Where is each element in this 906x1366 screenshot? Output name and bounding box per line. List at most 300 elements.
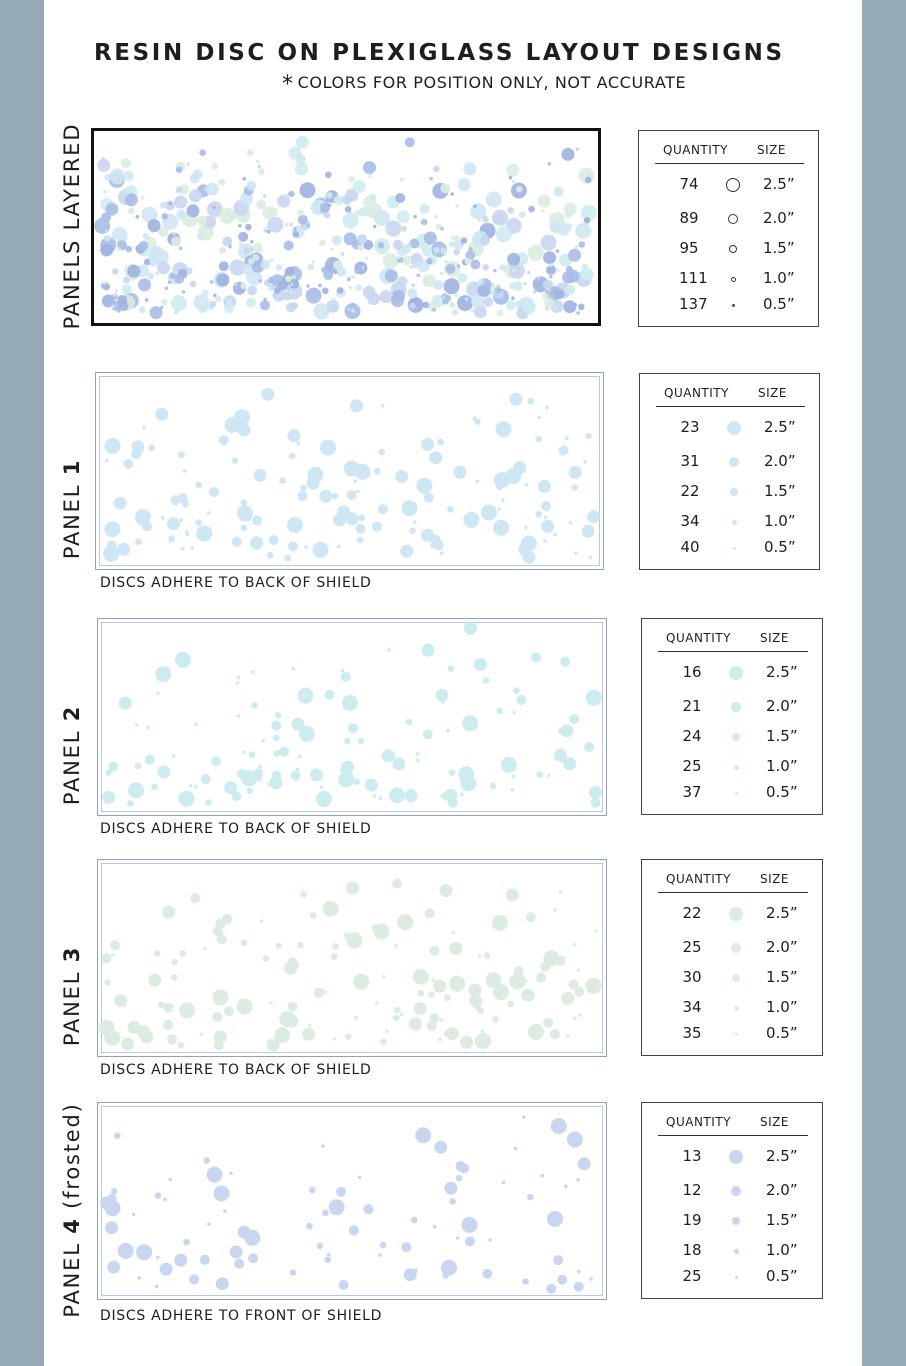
resin-disc — [207, 511, 211, 515]
page-subtitle — [282, 72, 686, 97]
legend-row — [642, 1147, 822, 1169]
legend-size: 2.0” — [766, 1181, 798, 1199]
resin-disc — [195, 519, 202, 526]
resin-disc — [138, 278, 151, 291]
resin-disc — [271, 721, 281, 731]
subtitle-text: COLORS FOR POSITION ONLY, NOT ACCURATE — [297, 73, 687, 92]
legend-size: 1.5” — [763, 239, 795, 257]
legend-size-header: SIZE — [760, 1115, 789, 1129]
resin-disc — [201, 303, 205, 307]
resin-disc — [583, 279, 587, 283]
resin-disc — [237, 676, 241, 680]
resin-disc — [177, 210, 187, 220]
disc-size-swatch — [731, 277, 736, 282]
legend-size-header: SIZE — [760, 631, 789, 645]
resin-disc — [296, 155, 306, 165]
resin-disc — [336, 267, 346, 277]
resin-disc — [527, 271, 531, 275]
panel-2-preview — [97, 618, 607, 816]
resin-disc — [347, 490, 357, 500]
disc-size-swatch — [730, 488, 738, 496]
resin-disc — [309, 1187, 316, 1194]
resin-disc — [216, 1277, 229, 1290]
resin-disc — [385, 229, 389, 233]
panel-label-2: PANEL 2 — [60, 704, 84, 806]
resin-disc — [271, 771, 281, 781]
resin-disc — [135, 539, 142, 546]
resin-disc — [111, 305, 115, 309]
resin-disc — [348, 723, 358, 733]
resin-disc — [448, 798, 458, 808]
resin-disc — [400, 1012, 404, 1016]
resin-disc — [560, 657, 570, 667]
resin-disc — [566, 223, 573, 230]
resin-disc — [246, 181, 256, 191]
resin-disc — [247, 285, 257, 295]
resin-disc — [149, 246, 162, 259]
resin-disc — [290, 1269, 297, 1276]
resin-disc — [438, 1038, 442, 1042]
legend-quantity: 24 — [682, 727, 702, 745]
resin-disc — [326, 192, 333, 199]
legend-quantity: 74 — [679, 175, 699, 193]
resin-disc — [477, 282, 481, 286]
resin-disc — [507, 164, 520, 177]
resin-disc — [114, 1132, 121, 1139]
resin-disc — [162, 906, 175, 919]
resin-disc — [553, 1255, 563, 1265]
legend-quantity: 31 — [680, 452, 700, 470]
resin-disc — [110, 940, 120, 950]
resin-disc — [117, 247, 121, 251]
resin-disc — [125, 193, 138, 206]
resin-disc — [302, 495, 306, 499]
resin-disc — [155, 272, 159, 276]
disc-size-swatch — [729, 907, 743, 921]
legend-row — [642, 1241, 822, 1263]
resin-disc — [473, 416, 477, 420]
resin-disc — [498, 521, 505, 528]
resin-disc — [143, 233, 150, 240]
resin-disc — [465, 258, 472, 265]
resin-disc — [100, 244, 113, 257]
resin-disc — [144, 259, 151, 266]
legend-quantity: 25 — [682, 938, 702, 956]
resin-disc — [516, 186, 523, 193]
resin-disc — [579, 1013, 583, 1017]
resin-disc — [393, 757, 406, 770]
resin-disc — [341, 672, 351, 682]
legend-quantity-header: QUANTITY — [666, 631, 731, 645]
resin-disc — [155, 666, 171, 682]
resin-disc — [563, 300, 576, 313]
resin-disc — [481, 1030, 485, 1034]
resin-disc — [512, 269, 516, 273]
legend-quantity: 12 — [682, 1181, 702, 1199]
resin-disc — [185, 530, 189, 534]
resin-disc — [325, 1257, 332, 1264]
resin-disc — [507, 1001, 514, 1008]
resin-disc — [583, 231, 590, 238]
resin-disc — [267, 552, 274, 559]
panel-1-caption: DISCS ADHERE TO BACK OF SHIELD — [100, 575, 372, 591]
resin-disc — [322, 1210, 329, 1217]
resin-disc — [310, 912, 317, 919]
resin-disc — [260, 259, 270, 269]
resin-disc — [576, 147, 580, 151]
resin-disc — [238, 1226, 251, 1239]
resin-disc — [118, 1243, 134, 1259]
legend-size: 2.0” — [764, 452, 796, 470]
resin-disc — [573, 943, 577, 947]
legend-header — [658, 872, 808, 893]
resin-disc — [527, 398, 534, 405]
resin-disc — [160, 306, 164, 310]
resin-disc — [512, 180, 516, 184]
resin-disc — [170, 495, 180, 505]
resin-disc — [127, 265, 140, 278]
resin-disc — [137, 1276, 141, 1280]
resin-disc — [462, 1217, 478, 1233]
legend-row — [642, 727, 822, 749]
resin-disc — [117, 309, 121, 313]
legend-quantity-header: QUANTITY — [663, 143, 728, 157]
resin-disc — [402, 227, 406, 231]
resin-disc — [492, 915, 508, 931]
resin-disc — [142, 521, 152, 531]
resin-disc — [238, 232, 248, 242]
resin-disc — [358, 515, 365, 522]
resin-disc — [428, 242, 432, 246]
resin-disc — [167, 1034, 177, 1044]
resin-disc — [183, 469, 187, 473]
legend-quantity: 16 — [682, 663, 702, 681]
resin-disc — [123, 459, 133, 469]
resin-disc — [187, 204, 200, 217]
resin-disc — [179, 791, 195, 807]
legend-row — [642, 938, 822, 960]
resin-disc — [129, 787, 133, 791]
resin-disc — [556, 249, 560, 253]
resin-disc — [107, 541, 117, 551]
resin-disc — [231, 215, 235, 219]
resin-disc — [457, 264, 461, 268]
resin-disc — [381, 404, 385, 408]
resin-disc — [105, 521, 121, 537]
legend-panel-3 — [641, 859, 823, 1056]
resin-disc — [194, 723, 198, 727]
resin-disc — [206, 537, 210, 541]
resin-disc — [147, 273, 154, 280]
resin-disc — [554, 305, 558, 309]
resin-disc — [496, 708, 503, 715]
resin-disc — [157, 765, 170, 778]
resin-disc — [433, 166, 440, 173]
resin-disc — [353, 974, 369, 990]
legend-size: 2.5” — [766, 1147, 798, 1165]
legend-row — [640, 482, 819, 504]
resin-disc — [312, 542, 328, 558]
resin-disc — [140, 1031, 153, 1044]
resin-disc — [444, 278, 460, 294]
resin-disc — [318, 284, 322, 288]
resin-disc — [285, 1015, 298, 1028]
resin-disc — [306, 284, 310, 288]
resin-disc — [497, 285, 501, 289]
resin-disc — [363, 161, 376, 174]
resin-disc — [461, 237, 468, 244]
resin-disc — [538, 195, 551, 208]
resin-disc — [199, 149, 206, 156]
resin-disc — [122, 284, 132, 294]
resin-disc — [260, 920, 264, 924]
resin-disc — [237, 714, 241, 718]
resin-disc — [433, 981, 440, 988]
resin-disc — [288, 191, 295, 198]
resin-disc — [506, 301, 516, 311]
resin-disc — [492, 1016, 499, 1023]
disc-layout-svg — [98, 1103, 606, 1299]
resin-disc — [423, 729, 433, 739]
resin-disc — [163, 1003, 173, 1013]
resin-disc — [577, 1270, 581, 1274]
resin-disc — [437, 439, 444, 446]
resin-disc — [413, 520, 417, 524]
resin-disc — [535, 436, 542, 443]
resin-disc — [109, 168, 125, 184]
resin-disc — [481, 505, 497, 521]
resin-disc — [269, 535, 279, 545]
resin-disc — [340, 769, 344, 773]
resin-disc — [582, 264, 589, 271]
resin-disc — [244, 247, 251, 254]
legend-quantity-header: QUANTITY — [666, 1115, 731, 1129]
resin-disc — [370, 194, 377, 201]
resin-disc — [584, 217, 591, 224]
resin-disc — [382, 975, 386, 979]
resin-disc — [543, 1018, 553, 1028]
resin-disc — [202, 290, 209, 297]
resin-disc — [136, 215, 140, 219]
resin-disc — [367, 781, 377, 791]
resin-disc — [290, 283, 294, 287]
resin-disc — [355, 284, 362, 291]
resin-disc — [126, 246, 133, 253]
resin-disc — [247, 149, 254, 156]
legend-row — [642, 757, 822, 779]
resin-disc — [276, 942, 283, 949]
resin-disc — [163, 1198, 167, 1202]
resin-disc — [586, 978, 602, 994]
legend-row — [639, 295, 818, 317]
resin-disc — [123, 277, 130, 284]
resin-disc — [524, 979, 528, 983]
resin-disc — [263, 229, 267, 233]
resin-disc — [537, 276, 541, 280]
resin-disc — [413, 215, 417, 219]
resin-disc — [284, 241, 294, 251]
resin-disc — [183, 798, 187, 802]
resin-disc — [415, 307, 419, 311]
legend-quantity: 18 — [682, 1241, 702, 1259]
resin-disc — [559, 446, 569, 456]
disc-size-swatch — [735, 1033, 738, 1036]
resin-disc — [136, 1244, 152, 1260]
legend-quantity: 111 — [679, 269, 708, 287]
resin-disc — [296, 442, 300, 446]
resin-disc — [554, 533, 558, 537]
resin-disc — [361, 266, 365, 270]
resin-disc — [589, 786, 602, 799]
resin-disc — [357, 244, 364, 251]
resin-disc — [269, 1001, 273, 1005]
resin-disc — [308, 1023, 312, 1027]
resin-disc — [316, 791, 332, 807]
resin-disc — [496, 484, 503, 491]
resin-disc — [307, 477, 320, 490]
resin-disc — [186, 533, 190, 537]
resin-disc — [533, 290, 537, 294]
resin-disc — [189, 1275, 199, 1285]
resin-disc — [148, 444, 155, 451]
resin-disc — [117, 543, 130, 556]
resin-disc — [337, 505, 350, 518]
resin-disc — [569, 521, 573, 525]
resin-disc — [395, 470, 408, 483]
resin-disc — [158, 1001, 165, 1008]
resin-disc — [460, 1036, 473, 1049]
resin-disc — [449, 1198, 456, 1205]
resin-disc — [465, 1236, 475, 1246]
resin-disc — [454, 466, 467, 479]
resin-disc — [400, 545, 413, 558]
disc-layout-svg — [98, 860, 606, 1056]
resin-disc — [562, 759, 566, 763]
resin-disc — [102, 791, 115, 804]
resin-disc — [223, 1209, 227, 1213]
resin-disc — [547, 774, 551, 778]
legend-size: 1.5” — [764, 482, 796, 500]
legend-row — [642, 1024, 822, 1046]
resin-disc — [457, 273, 467, 283]
resin-disc — [429, 1013, 439, 1023]
resin-disc — [171, 974, 178, 981]
resin-disc — [556, 269, 560, 273]
resin-disc — [174, 1254, 187, 1267]
resin-disc — [449, 942, 462, 955]
resin-disc — [416, 759, 420, 763]
resin-disc — [321, 1144, 325, 1148]
resin-disc — [499, 264, 506, 271]
resin-disc — [452, 931, 456, 935]
resin-disc — [373, 795, 377, 799]
resin-disc — [455, 204, 459, 208]
disc-size-swatch — [729, 666, 743, 680]
resin-disc — [554, 187, 564, 197]
resin-disc — [547, 1211, 563, 1227]
resin-disc — [480, 236, 490, 246]
resin-disc — [591, 798, 601, 808]
legend-quantity: 19 — [682, 1211, 702, 1229]
legend-row — [642, 998, 822, 1020]
resin-disc — [242, 177, 246, 181]
resin-disc — [199, 1033, 203, 1037]
resin-disc — [538, 480, 551, 493]
resin-disc — [341, 252, 345, 256]
resin-disc — [304, 545, 308, 549]
legend-quantity: 34 — [682, 998, 702, 1016]
legend-size: 1.0” — [763, 269, 795, 287]
resin-disc — [190, 893, 200, 903]
resin-disc — [337, 545, 341, 549]
resin-disc — [408, 242, 412, 246]
legend-size: 2.5” — [763, 175, 795, 193]
resin-disc — [325, 172, 332, 179]
resin-disc — [482, 264, 489, 271]
legend-size: 1.0” — [764, 512, 796, 530]
resin-disc — [430, 542, 437, 549]
resin-disc — [550, 1029, 560, 1039]
panel-label-3: PANEL 3 — [60, 945, 84, 1047]
resin-disc — [145, 755, 155, 765]
resin-disc — [341, 669, 345, 673]
legend-size: 2.5” — [766, 904, 798, 922]
resin-disc — [310, 768, 323, 781]
legend-size: 0.5” — [766, 783, 798, 801]
resin-disc — [322, 288, 329, 295]
resin-disc — [537, 1027, 541, 1031]
resin-disc — [332, 235, 342, 245]
resin-disc — [277, 195, 290, 208]
resin-disc — [477, 219, 481, 223]
legend-row — [642, 783, 822, 805]
resin-disc — [358, 1176, 362, 1180]
resin-disc — [306, 288, 322, 304]
resin-disc — [321, 267, 328, 274]
resin-disc — [350, 399, 363, 412]
resin-disc — [537, 416, 541, 420]
resin-disc — [193, 169, 203, 179]
resin-disc — [345, 206, 352, 213]
resin-disc — [179, 1003, 195, 1019]
resin-disc — [442, 298, 449, 305]
resin-disc — [325, 690, 335, 700]
resin-disc — [461, 776, 477, 792]
resin-disc — [141, 196, 145, 200]
resin-disc — [203, 947, 207, 951]
resin-disc — [385, 1030, 389, 1034]
resin-disc — [458, 178, 471, 191]
resin-disc — [236, 999, 252, 1015]
resin-disc — [232, 537, 242, 547]
resin-disc — [470, 260, 480, 270]
resin-disc — [267, 230, 271, 234]
resin-disc — [372, 522, 382, 532]
resin-disc — [544, 515, 548, 519]
resin-disc — [268, 207, 278, 217]
resin-disc — [183, 1239, 190, 1246]
resin-disc — [249, 752, 256, 759]
resin-disc — [105, 229, 109, 233]
asterisk-mark: * — [282, 72, 294, 97]
resin-disc — [440, 272, 444, 276]
resin-disc — [439, 884, 452, 897]
resin-disc — [425, 908, 435, 918]
legend-row — [642, 1267, 822, 1289]
legend-size: 1.5” — [766, 727, 798, 745]
resin-disc — [273, 735, 280, 742]
resin-disc — [469, 247, 473, 251]
